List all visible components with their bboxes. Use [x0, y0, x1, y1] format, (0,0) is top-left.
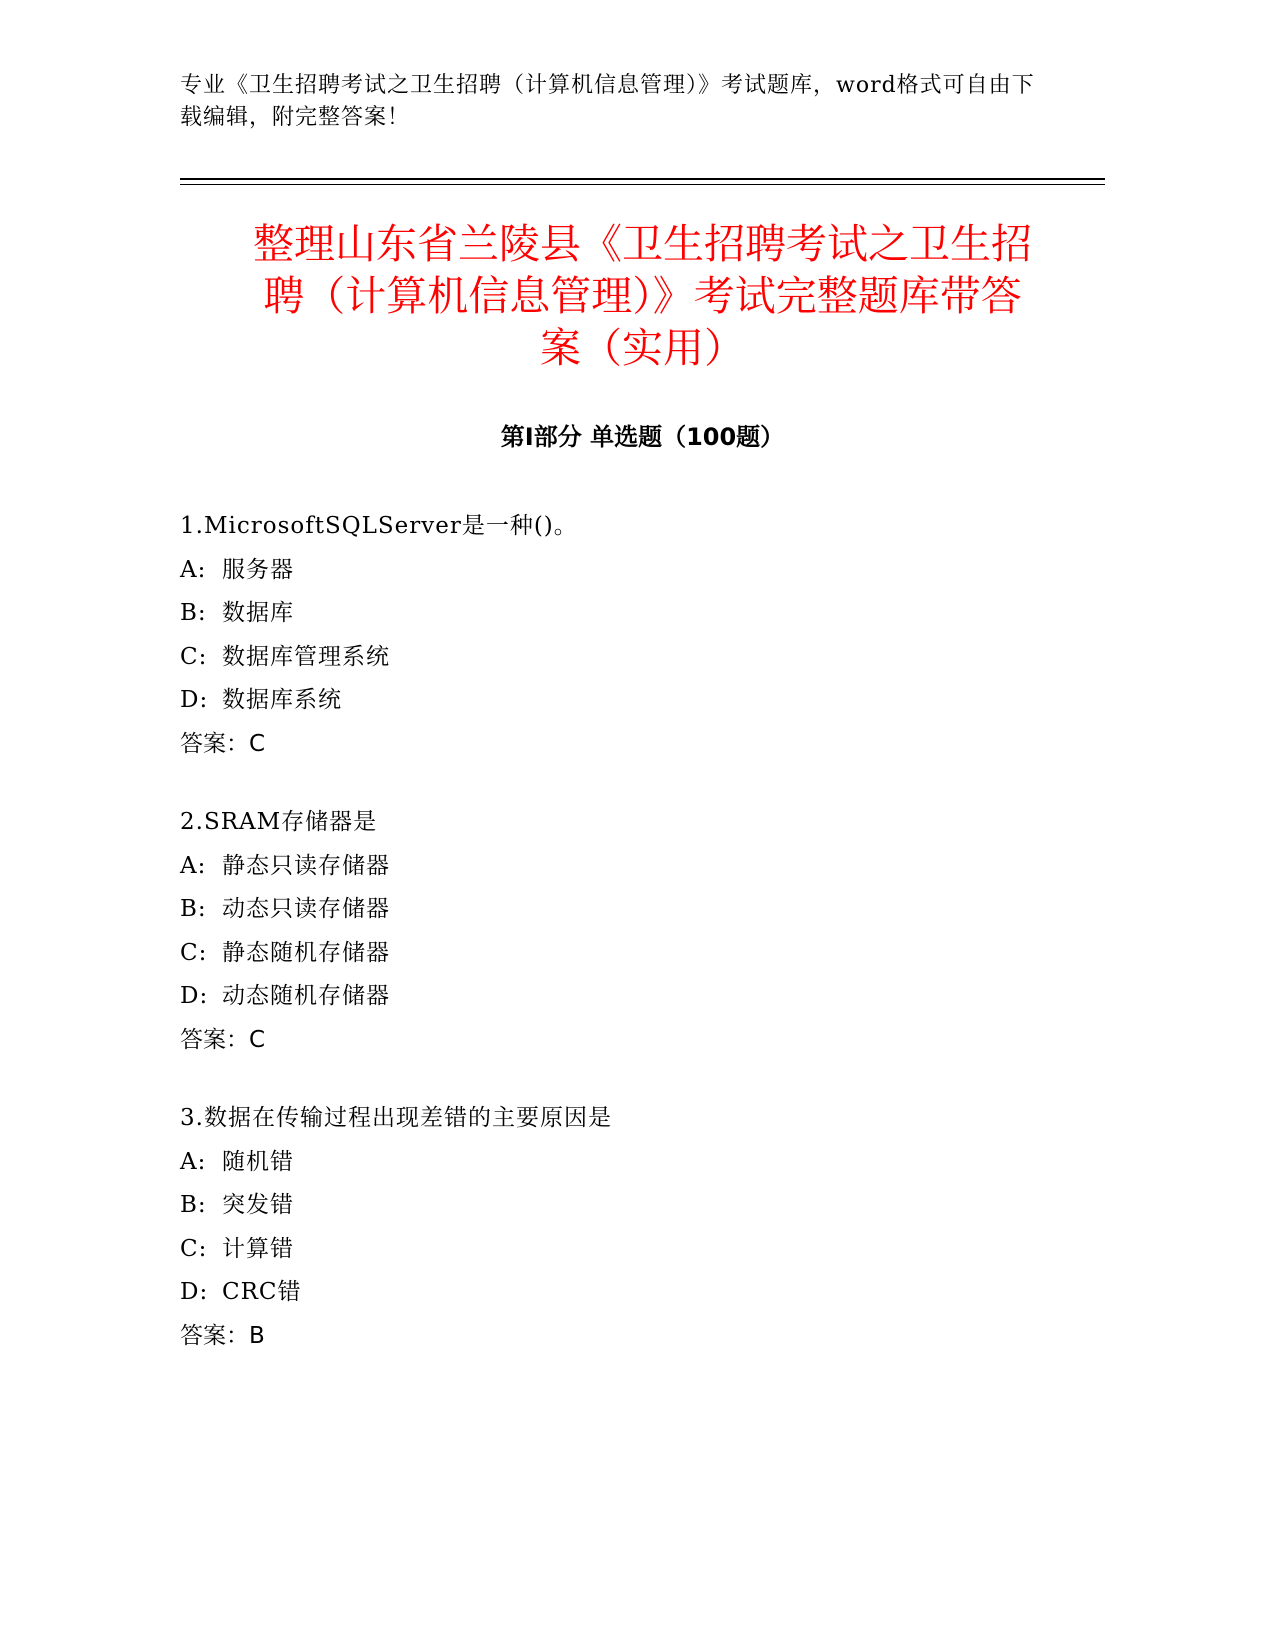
option-letter: C:: [180, 643, 208, 670]
option-letter: B:: [180, 896, 207, 922]
option-c: [180, 932, 1105, 976]
option-letter: D:: [180, 983, 209, 1009]
option-letter: C:: [180, 1235, 208, 1262]
option-letter: C:: [180, 939, 208, 966]
option-b: [180, 1184, 1105, 1228]
question-list: [180, 505, 1105, 1393]
option-text: 动态只读存储器: [222, 896, 390, 922]
option-letter: A:: [180, 1148, 207, 1175]
option-text: CRC错: [222, 1279, 302, 1305]
answer-line: 答案：C: [180, 730, 266, 757]
question-item: [180, 801, 1105, 1062]
option-letter: B:: [180, 1192, 207, 1218]
option-d: [180, 679, 1105, 723]
option-a: [180, 1141, 1105, 1185]
option-text: 随机错: [222, 1148, 294, 1175]
option-text: 突发错: [222, 1192, 294, 1218]
answer-line: 答案：B: [180, 1322, 265, 1349]
answer-line: 答案：C: [180, 1026, 266, 1053]
option-a: [180, 549, 1105, 593]
option-d: [180, 1271, 1105, 1315]
option-text: 数据库: [222, 600, 294, 626]
option-letter: D:: [180, 687, 209, 713]
option-text: 计算错: [222, 1235, 294, 1262]
option-text: 服务器: [222, 556, 294, 583]
option-text: 静态随机存储器: [222, 939, 390, 966]
question-stem: 2.SRAM存储器是: [180, 809, 378, 835]
option-text: 数据库管理系统: [222, 643, 390, 670]
section-title: 第Ⅰ部分 单选题（100题）: [500, 423, 785, 451]
option-text: 静态只读存储器: [222, 852, 390, 879]
question-stem: 1.MicrosoftSQLServer是一种()。: [180, 513, 578, 539]
option-letter: A:: [180, 852, 207, 879]
option-text: 数据库系统: [222, 687, 342, 713]
title-line: 案（实用）: [540, 324, 745, 372]
option-c: [180, 636, 1105, 680]
question-stem: 3.数据在传输过程出现差错的主要原因是: [180, 1105, 612, 1131]
document-title: [180, 218, 1105, 374]
option-a: [180, 845, 1105, 889]
option-letter: D:: [180, 1279, 209, 1305]
option-letter: B:: [180, 600, 207, 626]
option-b: [180, 888, 1105, 932]
title-line: 聘（计算机信息管理）》考试完整题库带答: [263, 272, 1022, 320]
option-b: [180, 592, 1105, 636]
question-item: [180, 1097, 1105, 1358]
option-d: [180, 975, 1105, 1019]
option-letter: A:: [180, 556, 207, 583]
header-divider-thick: [180, 178, 1105, 180]
header-divider-thin: [180, 184, 1105, 185]
option-c: [180, 1228, 1105, 1272]
header-note: 专业《卫生招聘考试之卫生招聘（计算机信息管理）》考试题库，word格式可自由下载编辑，附完整答案！: [180, 73, 1035, 130]
question-item: [180, 505, 1105, 766]
option-text: 动态随机存储器: [222, 983, 390, 1009]
title-line: 整理山东省兰陵县《卫生招聘考试之卫生招: [253, 220, 1032, 268]
